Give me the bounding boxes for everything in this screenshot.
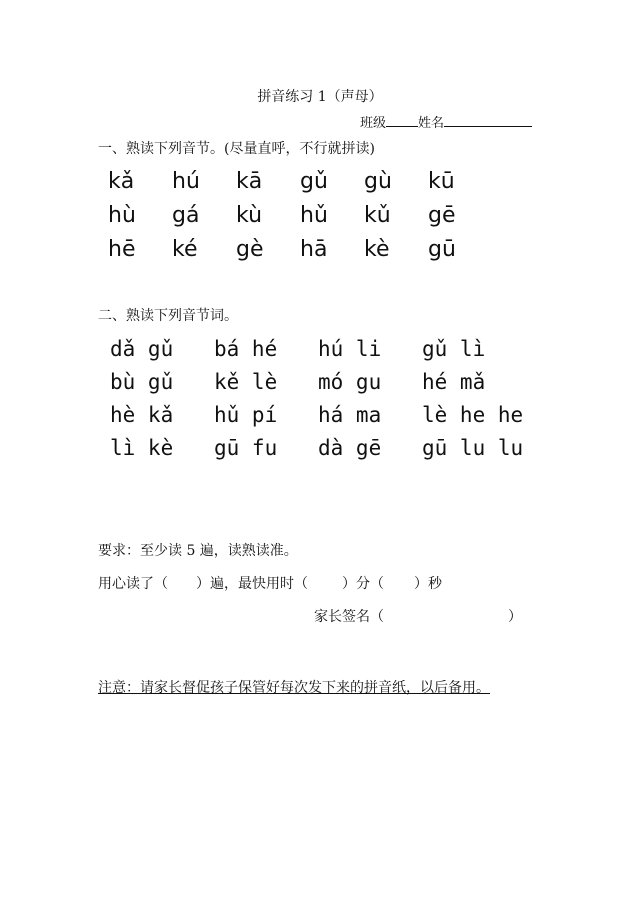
word: gū lu lu [422, 435, 524, 460]
syllable: gè [236, 236, 264, 262]
syllable: kù [236, 202, 263, 228]
syllable: hā [300, 236, 328, 262]
word: gǔ lì [422, 336, 486, 361]
syllable: gǔ [300, 168, 328, 194]
syllable-row [108, 232, 492, 266]
word-row [110, 431, 526, 464]
used-times-suffix: ）遍，最快用时（ [196, 576, 308, 592]
class-name-line [360, 112, 532, 131]
syllable: hú [172, 168, 200, 194]
reading-record-line [98, 573, 442, 593]
section1-heading: 一、熟读下列音节。(尽量直呼，不行就拼读) [98, 141, 375, 157]
seconds-label: ）秒 [414, 576, 442, 592]
word: hǔ pí [214, 402, 278, 427]
word: hé mǎ [422, 369, 486, 394]
word: hè kǎ [110, 402, 174, 427]
word-row [110, 332, 526, 365]
word: lì kè [110, 435, 174, 460]
syllable-row [108, 164, 492, 198]
syllable: hē [108, 236, 136, 262]
syllable: kā [236, 168, 263, 194]
syllable: kǎ [108, 168, 135, 194]
word: hú li [318, 336, 382, 361]
syllable: hù [108, 202, 136, 228]
syllable: kū [428, 168, 455, 194]
syllable-grid [108, 164, 492, 266]
word-row [110, 398, 526, 431]
syllable-row [108, 198, 492, 232]
word: dǎ gǔ [110, 336, 174, 361]
word: kě lè [214, 369, 278, 394]
word: lè he he [422, 402, 524, 427]
syllable: gū [428, 236, 456, 262]
word: bù gǔ [110, 369, 174, 394]
name-blank[interactable] [444, 113, 532, 127]
class-blank[interactable] [386, 113, 418, 127]
word: bá hé [214, 336, 278, 361]
syllable: gá [172, 202, 200, 228]
parent-sign-label: 家长签名（ [314, 609, 384, 625]
word: dà gē [318, 435, 382, 460]
syllable: kǔ [364, 202, 391, 228]
page-title: 拼音练习 1（声母） [257, 89, 383, 105]
syllable: ké [172, 236, 198, 262]
name-label: 姓名 [418, 116, 445, 131]
word-grid [110, 332, 526, 464]
class-label: 班级 [360, 116, 387, 131]
parent-sign-close: ） [508, 609, 522, 625]
used-prefix: 用心读了（ [98, 576, 168, 592]
note-text: 注意：请家长督促孩子保管好每次发下来的拼音纸，以后备用。 [98, 680, 490, 696]
minutes-label: ）分（ [342, 576, 384, 592]
word: há ma [318, 402, 382, 427]
syllable: kè [364, 236, 390, 262]
word: gū fu [214, 435, 278, 460]
syllable: hǔ [300, 202, 328, 228]
word: mó gu [318, 369, 382, 394]
parent-signature-line [314, 606, 522, 626]
syllable: gù [364, 168, 392, 194]
section2-heading: 二、熟读下列音节词。 [98, 308, 238, 324]
word-row [110, 365, 526, 398]
requirement-text: 要求：至少读 5 遍，读熟读准。 [98, 543, 298, 559]
syllable: gē [428, 202, 456, 228]
